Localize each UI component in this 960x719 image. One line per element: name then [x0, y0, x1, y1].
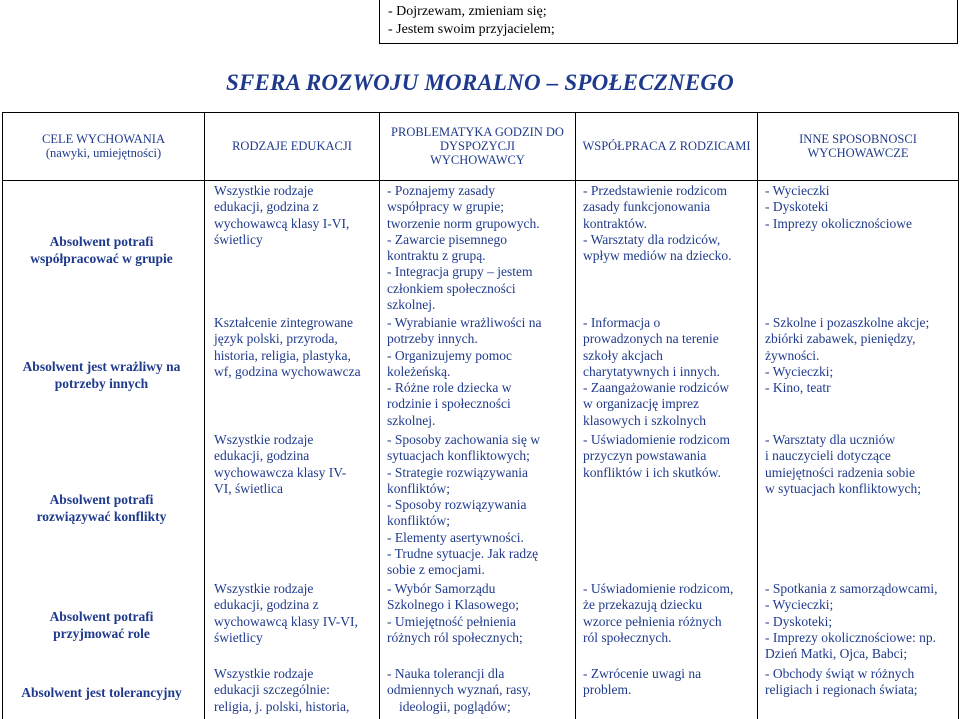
text-line: edukacji szczególnie: [214, 682, 330, 698]
text-line: szkolnej. [387, 297, 436, 313]
text-line: potrzeby innych [54, 376, 149, 391]
text-line: Absolwent potrafi [49, 234, 154, 249]
text-line: - Wycieczki; [765, 363, 834, 379]
text-line: - Zwrócenie uwagi na [583, 666, 702, 681]
header-text: INNE SPOSOBNOSCI [799, 132, 917, 146]
text-line: charytatywnych i innych. [583, 363, 720, 379]
text-line: religia, j. polski, historia, [214, 698, 350, 714]
text-line: współpracować w grupie [30, 251, 173, 266]
text-line: wychowawcą klasy I-VI, [214, 215, 350, 231]
top-table-fragment [379, 0, 958, 44]
text-line: religiach i regionach świata; [765, 682, 918, 698]
text-line: sytuacjach konfliktowych; [387, 448, 530, 464]
text-line: rodzinie i społeczności [387, 396, 511, 412]
text-line: - Obchody świąt w różnych [765, 666, 915, 681]
text-line: ról społecznych. [583, 629, 672, 645]
text-line: - Kino, teatr [765, 380, 831, 396]
text-line: - Uświadomienie rodzicom [583, 432, 730, 447]
text-line: - Imprezy okolicznościowe: np. [765, 629, 936, 645]
header-parents [576, 112, 757, 180]
goal-sensitivity [3, 358, 200, 392]
text-line: Absolwent potrafi [49, 492, 154, 507]
text-line: - Informacja o [583, 315, 661, 330]
parents-cell [583, 315, 753, 429]
text-line: Dzień Matki, Ojca, Babci; [765, 646, 908, 662]
header-text: RODZAJE EDUKACJI [232, 139, 352, 153]
text-line: Absolwent jest wrażliwy na [22, 359, 181, 374]
text-line: edukacji, godzina z [214, 199, 319, 215]
text-line: - Zaangażowanie rodziców [583, 380, 730, 396]
education-cell [214, 581, 364, 646]
text-line: język polski, przyroda, [214, 331, 338, 347]
other-cell [765, 432, 957, 497]
text-line: różnych ról społecznych; [387, 629, 523, 645]
education-cell [214, 666, 364, 715]
header-education [205, 112, 379, 180]
text-line: konfliktów; [387, 480, 450, 496]
text-line: konfliktów; [387, 513, 450, 529]
header-topics [380, 112, 575, 180]
text-line: umiejętności radzenia sobie [765, 464, 915, 480]
topics-cell [387, 183, 572, 313]
text-line: Wszystkie rodzaje [214, 666, 314, 681]
topics-cell [387, 315, 572, 429]
table-border-right [958, 112, 959, 719]
text-line: - Przedstawienie rodzicom [583, 183, 727, 198]
text-line: - Sposoby rozwiązywania [387, 497, 527, 513]
top-table-cell [388, 3, 555, 39]
header-text: WSPÓŁPRACA Z RODZICAMI [582, 139, 751, 153]
text-line: edukacji, godzina [214, 448, 310, 464]
text-line: - Warsztaty dla rodziców, [583, 231, 721, 247]
header-text: WYCHOWAWCY [430, 153, 525, 167]
text-line: - Nauka tolerancji dla [387, 666, 505, 681]
text-line: - Warsztaty dla uczniów [765, 432, 896, 447]
text-line: odmiennych wyznań, rasy, [387, 682, 531, 698]
text-line: kontraktu z grupą. [387, 248, 486, 264]
text-line: w sytuacjach konfliktowych; [765, 480, 921, 496]
text-line: - Integracja grupy – jestem [387, 264, 533, 280]
text-line: problem. [583, 682, 632, 698]
text-line: zbiórki zabawek, pieniędzy, [765, 331, 916, 347]
text-line: żywności. [765, 347, 820, 363]
text-line: VI, świetlica [214, 480, 283, 496]
header-other [758, 112, 958, 180]
text-line: klasowych i szkolnych [583, 412, 706, 428]
topics-cell [387, 432, 572, 579]
text-line: - Poznajemy zasady [387, 183, 495, 198]
text-line: świetlicy [214, 231, 263, 247]
other-cell [765, 666, 957, 699]
column-divider [757, 112, 758, 719]
text-line: - Elementy asertywności. [387, 529, 524, 545]
section-title: SFERA ROZWOJU MORALNO – SPOŁECZNEGO [226, 70, 734, 95]
text-line: historia, religia, plastyka, [214, 347, 351, 363]
text-line: - Dyskoteki [765, 199, 829, 215]
text-line: wpływ mediów na dziecko. [583, 248, 732, 264]
text-line: sobie z emocjami. [387, 562, 485, 578]
text-line: - Spotkania z samorządowcami, [765, 581, 938, 596]
topics-cell [387, 666, 572, 715]
text-line: - Różne role dziecka w [387, 380, 512, 396]
text-line: prowadzonych na terenie [583, 331, 719, 347]
text-line: kontraktów. [583, 215, 647, 231]
text-line: przyjmować role [53, 626, 150, 641]
header-text: WYCHOWAWCZE [807, 146, 909, 160]
education-cell [214, 315, 364, 380]
header-text: (nawyki, umiejętności) [45, 146, 162, 160]
text-line: - Dyskoteki; [765, 613, 833, 629]
education-cell [214, 183, 364, 248]
text-line: - Wycieczki [765, 183, 830, 198]
text-line: - Wycieczki; [765, 597, 834, 613]
text-line: - Organizujemy pomoc [387, 347, 512, 363]
goal-conflicts [3, 491, 200, 525]
text-line: że przekazują dziecku [583, 597, 703, 613]
text-line: wychowawcą klasy IV-VI, [214, 613, 358, 629]
text-line: wf, godzina wychowawcza [214, 363, 361, 379]
text-line: Absolwent potrafi [49, 609, 154, 624]
top-line-1: - Dojrzewam, zmieniam się; [388, 4, 547, 19]
text-line: - Imprezy okolicznościowe [765, 215, 912, 231]
main-table [0, 112, 960, 719]
other-cell [765, 581, 957, 662]
text-line: tworzenie norm grupowych. [387, 215, 540, 231]
other-cell [765, 315, 957, 396]
text-line: świetlicy [214, 629, 263, 645]
header-text: CELE WYCHOWANIA [41, 132, 166, 146]
text-line: Wszystkie rodzaje [214, 432, 314, 447]
parents-cell [583, 666, 753, 699]
text-line: - Szkolne i pozaszkolne akcje; [765, 315, 930, 330]
goal-tolerance [3, 684, 200, 701]
education-cell [214, 432, 364, 497]
text-line: Wszystkie rodzaje [214, 183, 314, 198]
text-line: Szkolnego i Klasowego; [387, 597, 519, 613]
text-line: szkoły akcjach [583, 347, 663, 363]
text-line: przyczyn powstawania [583, 448, 707, 464]
topics-cell [387, 581, 572, 646]
text-line: Kształcenie zintegrowane [214, 315, 354, 330]
text-line: konfliktów i ich skutków. [583, 464, 721, 480]
column-divider [204, 112, 205, 719]
text-line: członkiem społeczności [387, 280, 516, 296]
other-cell [765, 183, 957, 232]
column-divider [575, 112, 576, 719]
text-line: edukacji, godzina z [214, 597, 319, 613]
text-line: - Wybór Samorządu [387, 581, 496, 596]
text-line: potrzeby innych. [387, 331, 478, 347]
parents-cell [583, 432, 753, 481]
text-line: szkolnej. [387, 412, 436, 428]
column-divider [379, 112, 380, 719]
parents-cell [583, 581, 753, 646]
header-goals [3, 112, 204, 180]
parents-cell [583, 183, 753, 264]
text-line: zasady funkcjonowania [583, 199, 711, 215]
top-line-2: - Jestem swoim przyjacielem; [388, 22, 555, 37]
text-line: współpracy w grupie; [387, 199, 504, 215]
header-text: PROBLEMATYKA GODZIN DO [391, 125, 564, 139]
header-divider [2, 180, 958, 181]
goal-roles [3, 608, 200, 642]
text-line: wzorce pełnienia różnych [583, 613, 722, 629]
text-line: - Zawarcie pisemnego [387, 231, 507, 247]
text-line: Absolwent jest tolerancyjny [21, 685, 182, 700]
text-line: - Uświadomienie rodzicom, [583, 581, 734, 596]
goal-cooperation [3, 233, 200, 267]
text-line: ideologii, poglądów; [399, 698, 511, 714]
text-line: i nauczycieli dotyczące [765, 448, 891, 464]
text-line: rozwiązywać konflikty [36, 509, 167, 524]
header-text: DYSPOZYCJI [439, 139, 515, 153]
text-line: - Wyrabianie wrażliwości na [387, 315, 542, 330]
text-line: Wszystkie rodzaje [214, 581, 314, 596]
text-line: wychowawcza klasy IV- [214, 464, 347, 480]
text-line: koleżeńską. [387, 363, 451, 379]
text-line: w organizację imprez [583, 396, 699, 412]
text-line: - Umiejętność pełnienia [387, 613, 516, 629]
text-line: - Strategie rozwiązywania [387, 464, 528, 480]
text-line: - Sposoby zachowania się w [387, 432, 540, 447]
text-line: - Trudne sytuacje. Jak radzę [387, 546, 539, 562]
